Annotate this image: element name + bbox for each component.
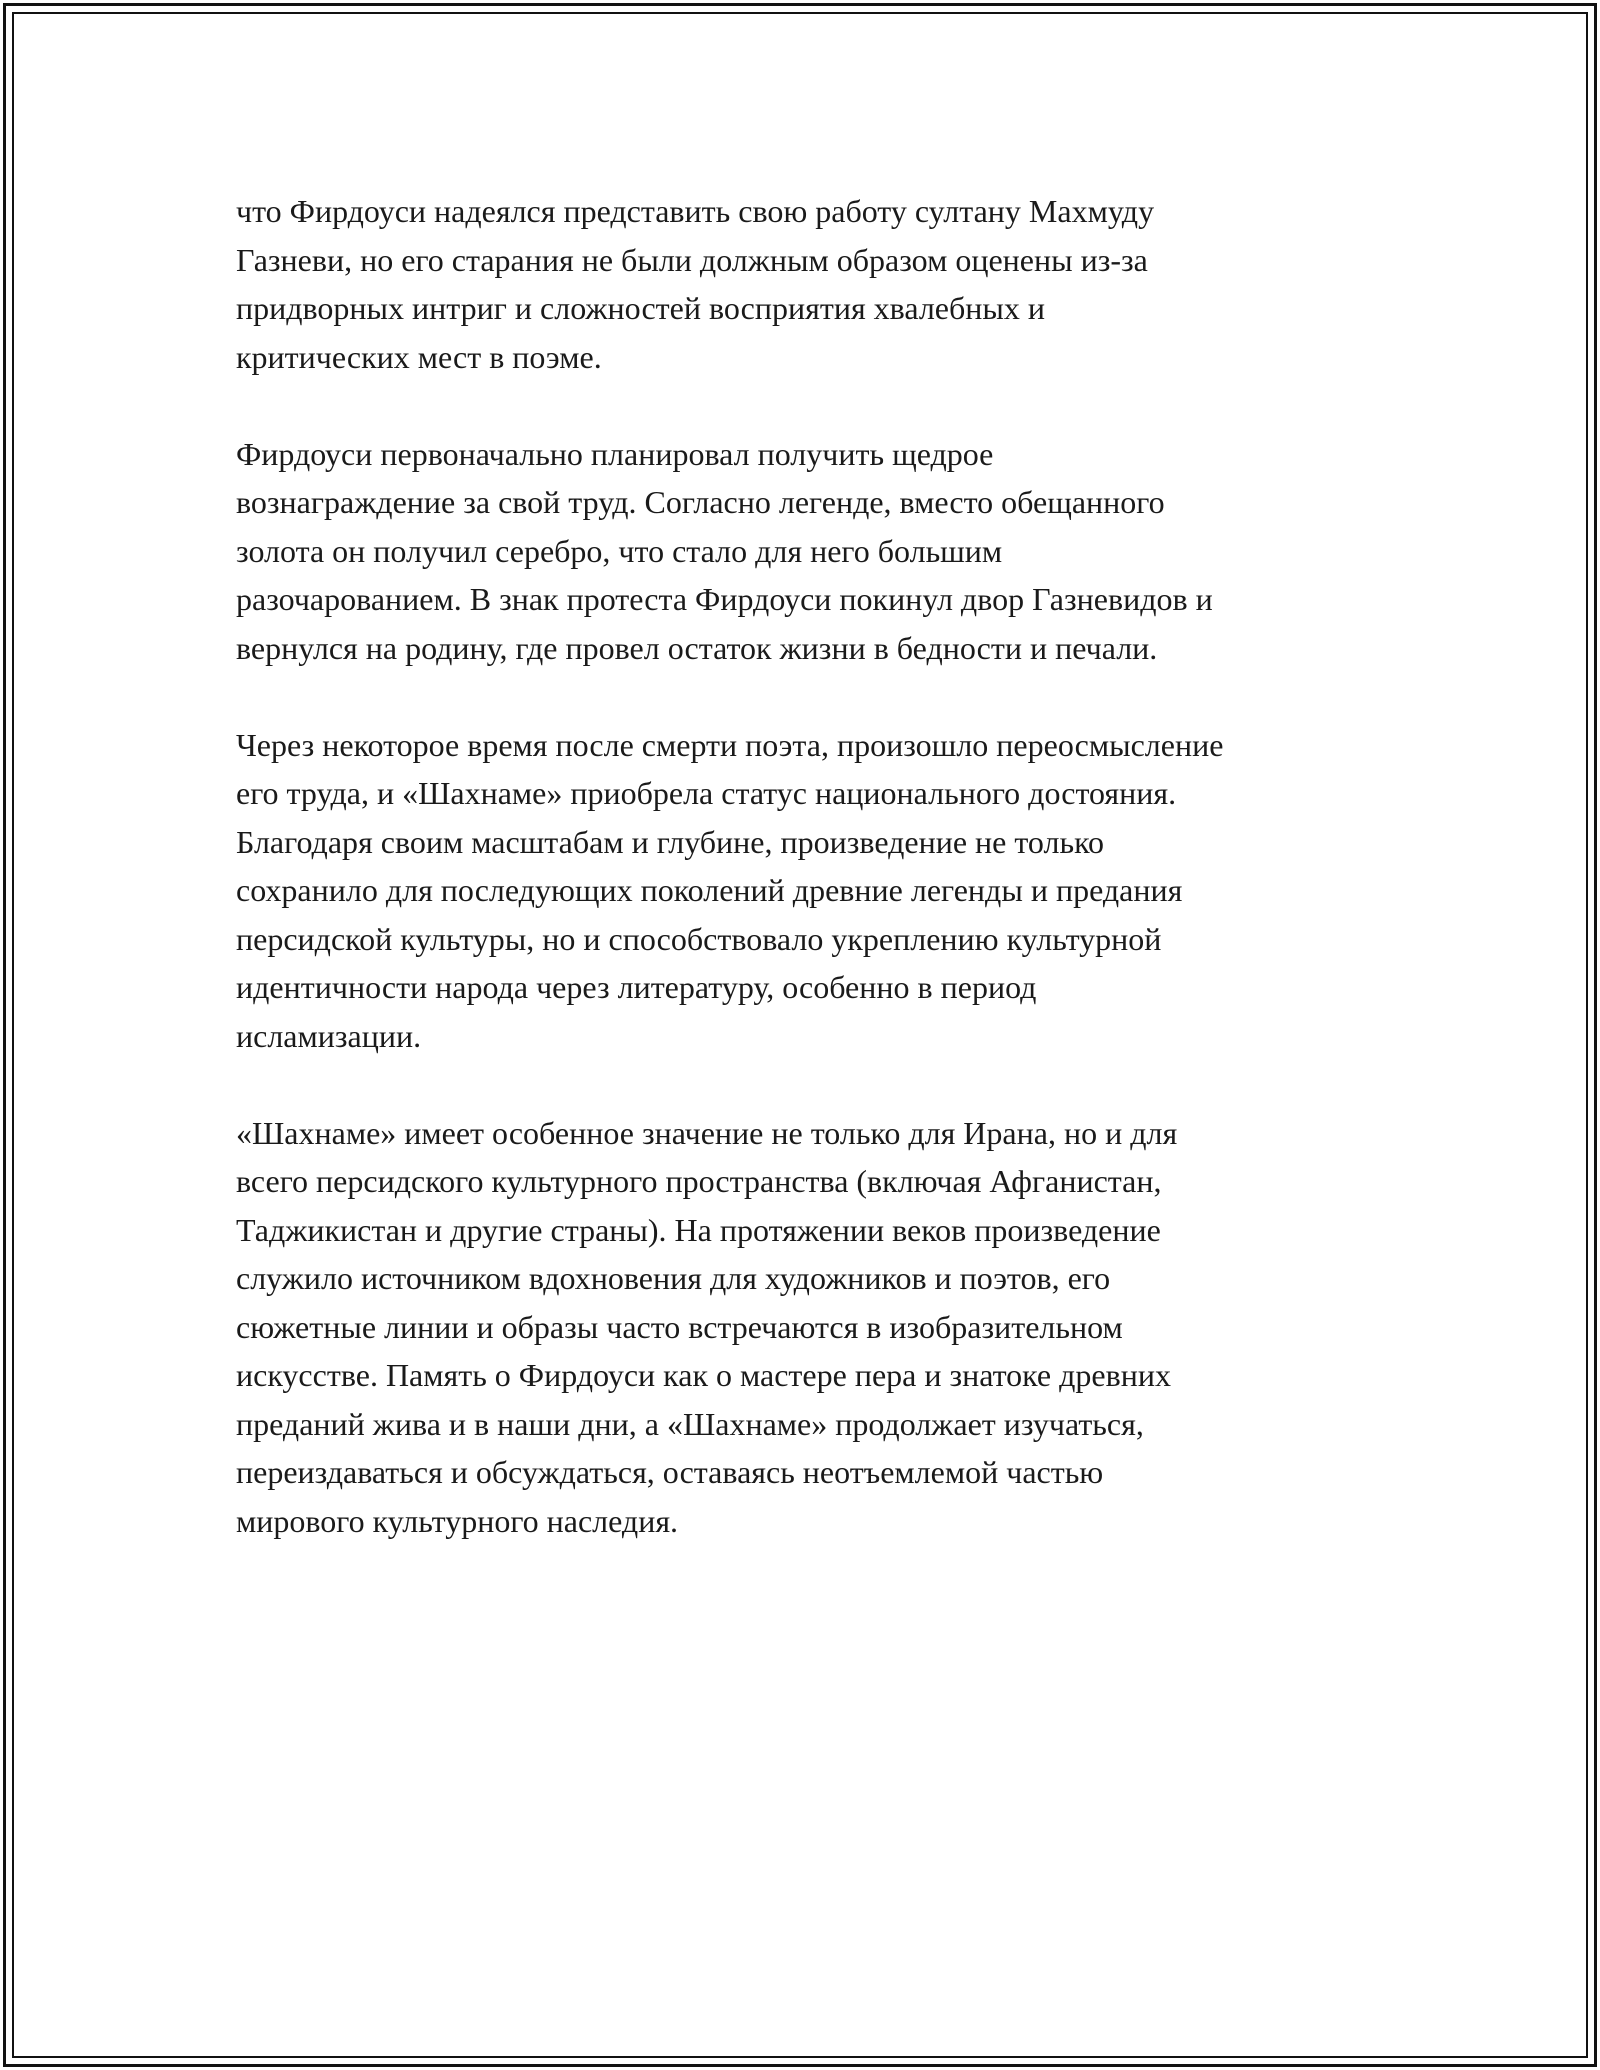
text-line: Благодаря своим масштабам и глубине, произведение не только xyxy=(236,823,1104,860)
paragraph-4 xyxy=(236,1109,1416,1546)
text-line: Таджикистан и другие страны). На протяжении веков произведение xyxy=(236,1211,1161,1248)
text-line: придворных интриг и сложностей восприятия хвалебных и xyxy=(236,290,1046,326)
text-line: критических мест в поэме. xyxy=(236,338,602,375)
text-line: Газневи, но его старания не были должным образом оценены из-за xyxy=(236,241,1148,278)
text-line: разочарованием. В знак протеста Фирдоуси покинул двор Газневидов и xyxy=(236,581,1213,617)
text-line: вернулся на родину, где провел остаток жизни в бедности и печали. xyxy=(236,629,1158,666)
text-line: вознаграждение за свой труд. Согласно легенде, вместо обещанного xyxy=(236,484,1165,520)
paragraph-1 xyxy=(236,187,1416,381)
text-line: преданий жива и в наши дни, а «Шахнаме» продолжает изучаться, xyxy=(236,1405,1144,1442)
text-line: исламизации. xyxy=(236,1017,422,1054)
text-line: сохранило для последующих поколений древние легенды и предания xyxy=(236,872,1183,908)
text-line: «Шахнаме» имеет особенное значение не только для Ирана, но и для xyxy=(236,1114,1178,1151)
text-line: Через некоторое время после смерти поэта, произошло переосмысление xyxy=(236,726,1224,763)
text-line: Фирдоуси первоначально планировал получить щедрое xyxy=(236,435,994,472)
text-line: мирового культурного наследия. xyxy=(236,1502,679,1539)
paragraph-2 xyxy=(236,430,1416,673)
text-line: идентичности народа через литературу, особенно в период xyxy=(236,969,1037,1005)
text-line: служило источником вдохновения для художников и поэтов, его xyxy=(236,1260,1111,1296)
text-line: что Фирдоуси надеялся представить свою работу султану Махмуду xyxy=(236,193,1155,229)
text-line: всего персидского культурного пространства (включая Афганистан, xyxy=(236,1163,1162,1199)
document-body xyxy=(236,187,1416,1594)
text-line: его труда, и «Шахнаме» приобрела статус национального достояния. xyxy=(236,775,1177,811)
text-line: персидской культуры, но и способствовало укреплению культурной xyxy=(236,920,1162,957)
text-line: сюжетные линии и образы часто встречаются в изобразительном xyxy=(236,1308,1123,1345)
text-line: искусстве. Память о Фирдоуси как о мастере пера и знатоке древних xyxy=(236,1357,1171,1393)
text-line: золота он получил серебро, что стало для него большим xyxy=(236,532,1003,569)
text-line: переиздаваться и обсуждаться, оставаясь неотъемлемой частью xyxy=(236,1454,1104,1490)
paragraph-3 xyxy=(236,721,1416,1061)
